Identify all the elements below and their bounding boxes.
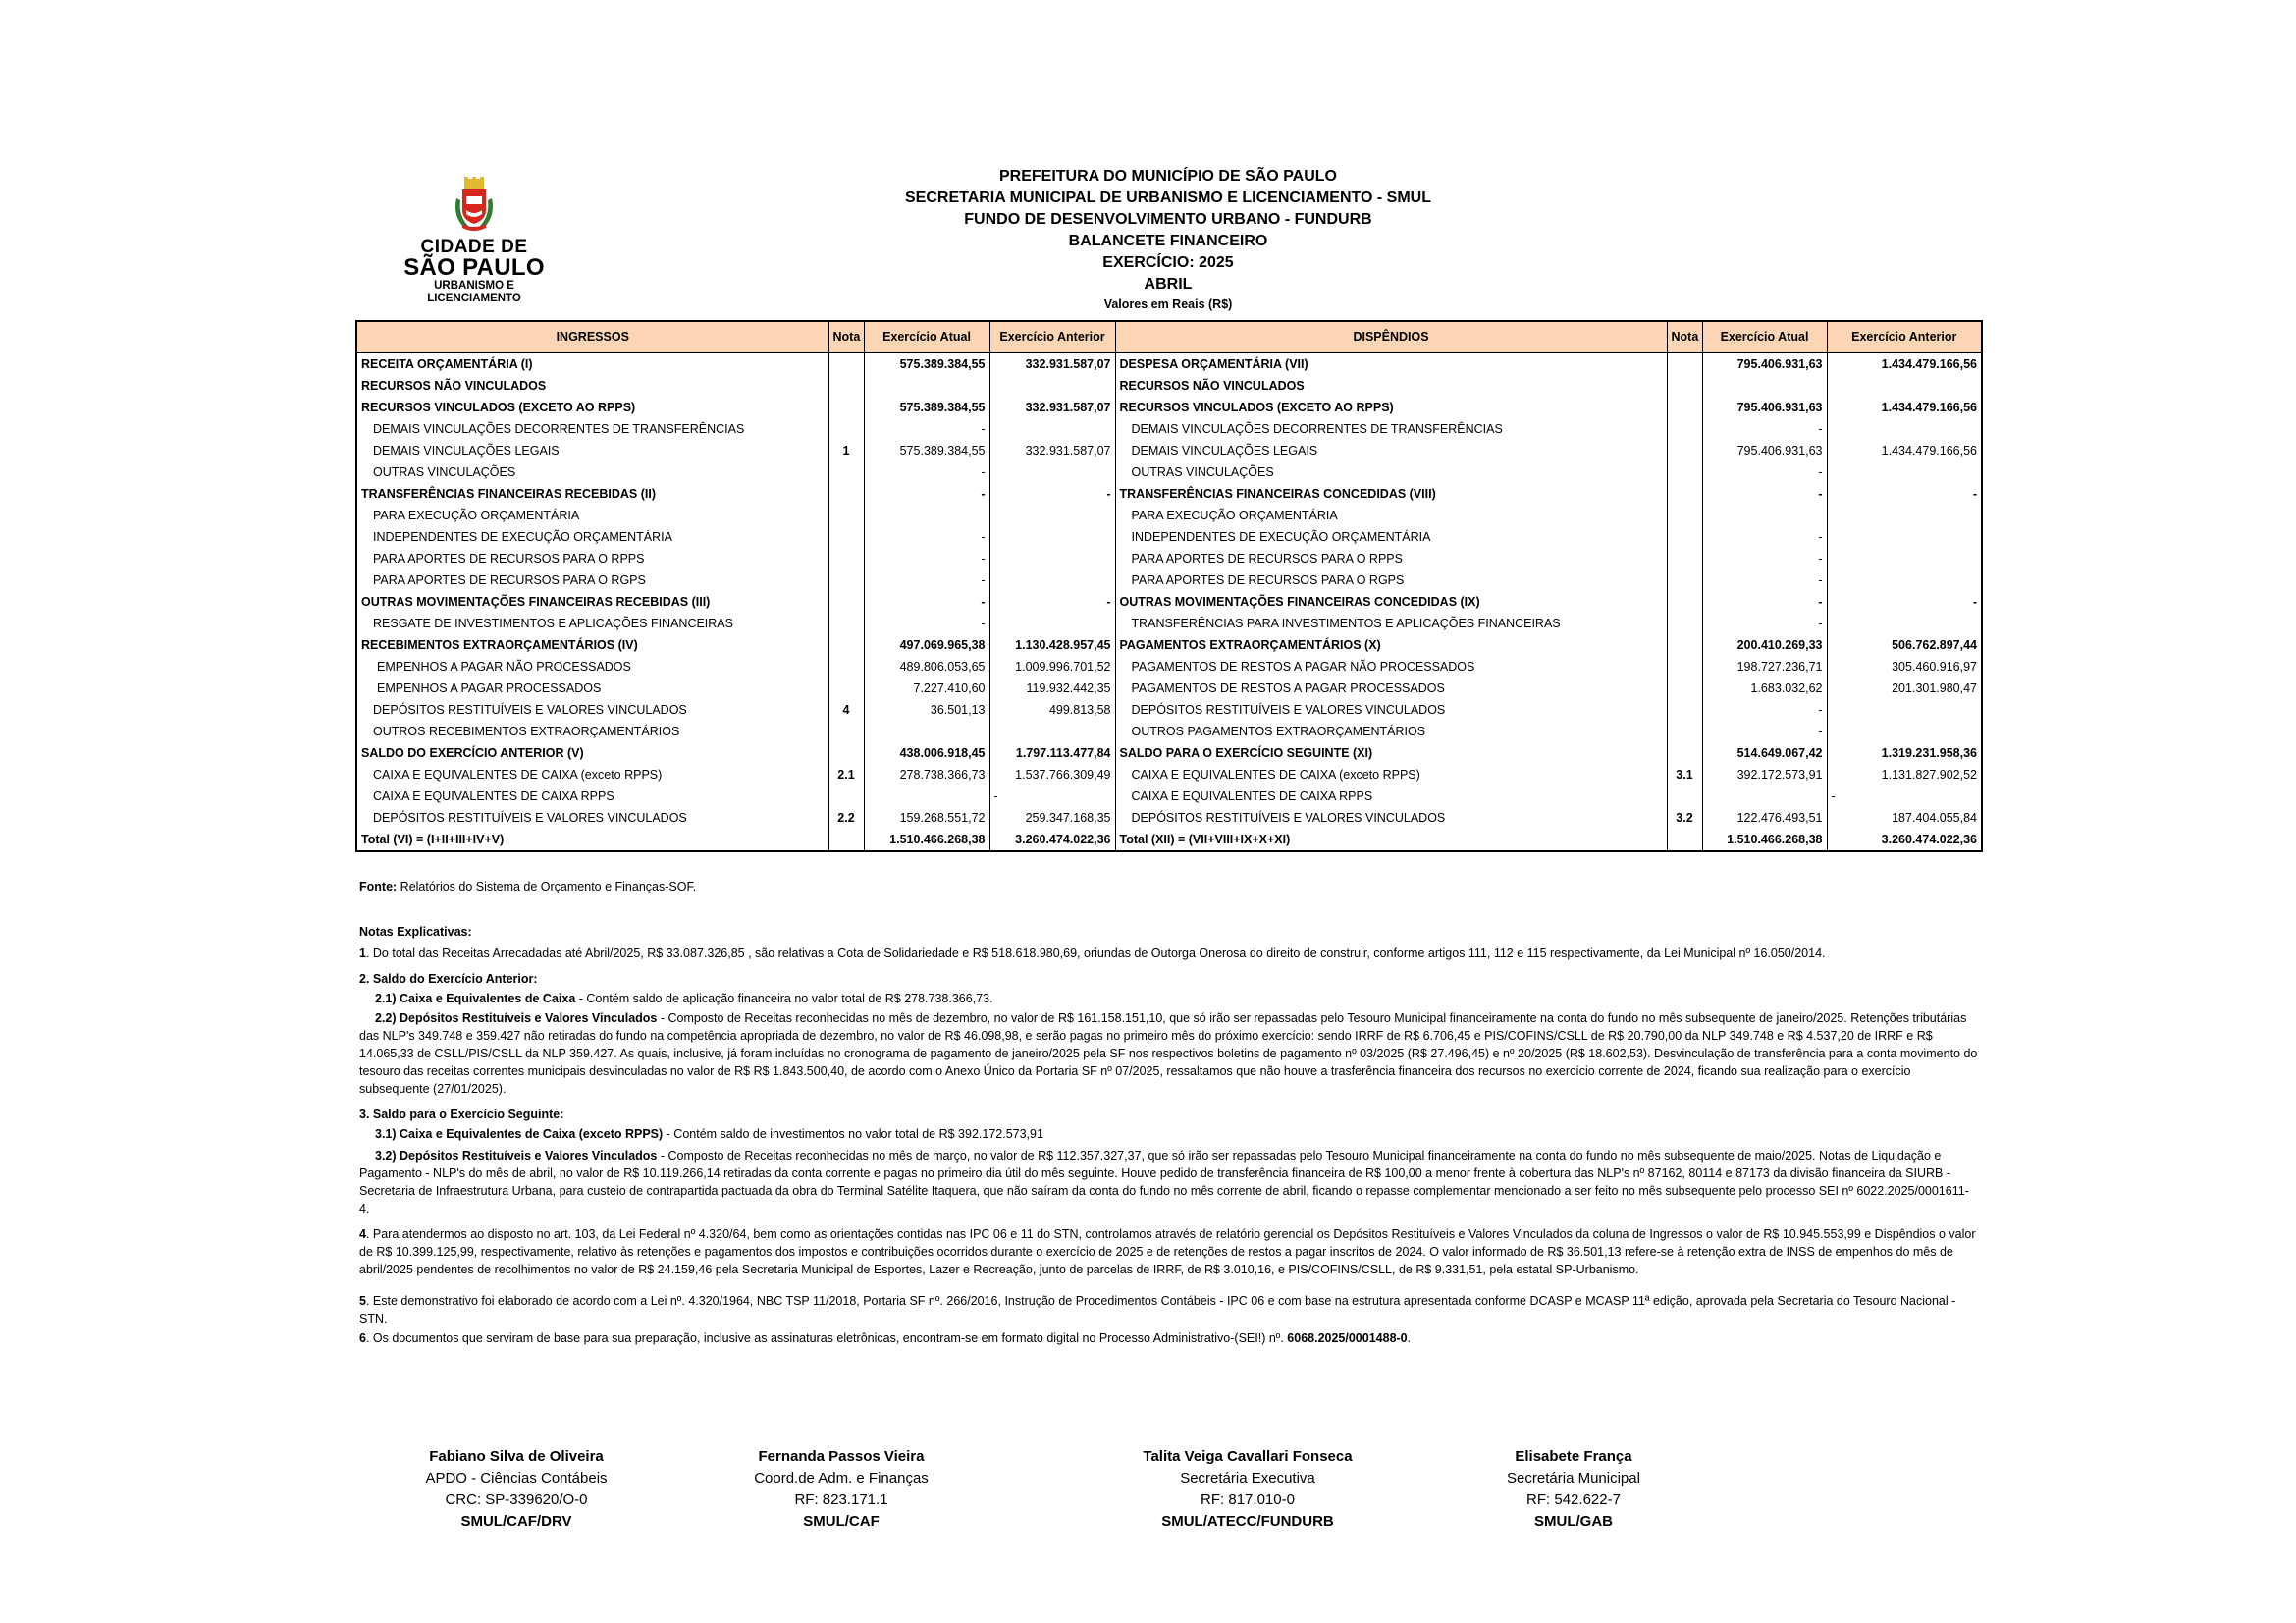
ingresso-exercicio-anterior <box>989 548 1115 569</box>
col-header-anterior-right: Exercício Anterior <box>1827 321 1982 352</box>
signer-role: Coord.de Adm. e Finanças <box>754 1470 929 1487</box>
note-5 <box>359 1292 1979 1327</box>
ingresso-exercicio-anterior: 119.932.442,35 <box>989 677 1115 699</box>
ingresso-label: Total (VI) = (I+II+III+IV+V) <box>356 829 828 851</box>
note-2-1-label: 2.1) Caixa e Equivalentes de Caixa <box>375 992 576 1005</box>
logo-line-2: SÃO PAULO <box>403 254 545 281</box>
dispendio-exercicio-atual: 514.649.067,42 <box>1702 742 1827 764</box>
dispendio-label: RECURSOS VINCULADOS (EXCETO AO RPPS) <box>1115 397 1667 418</box>
dispendio-label: CAIXA E EQUIVALENTES DE CAIXA (exceto RPPS) <box>1115 764 1667 785</box>
signature-block <box>349 1446 683 1533</box>
dispendio-exercicio-anterior: 201.301.980,47 <box>1827 677 1982 699</box>
ingresso-nota <box>828 613 864 634</box>
dispendio-exercicio-anterior: 1.434.479.166,56 <box>1827 440 1982 461</box>
ingresso-label: CAIXA E EQUIVALENTES DE CAIXA RPPS <box>356 785 828 807</box>
table-row <box>356 591 1982 613</box>
ingresso-nota <box>828 569 864 591</box>
dispendio-nota <box>1667 375 1702 397</box>
ingresso-exercicio-anterior: 1.130.428.957,45 <box>989 634 1115 656</box>
signer-unit: SMUL/ATECC/FUNDURB <box>1161 1513 1334 1530</box>
ingresso-label: RECEITA ORÇAMENTÁRIA (I) <box>356 352 828 375</box>
dispendio-exercicio-atual: 1.510.466.268,38 <box>1702 829 1827 851</box>
ingresso-exercicio-atual: - <box>864 613 989 634</box>
note-6 <box>359 1329 1979 1347</box>
dispendio-exercicio-atual: 200.410.269,33 <box>1702 634 1827 656</box>
dispendio-label: OUTRAS VINCULAÇÕES <box>1115 461 1667 483</box>
signer-name: Elisabete França <box>1515 1448 1632 1465</box>
ingresso-nota: 2.1 <box>828 764 864 785</box>
ingresso-nota <box>828 397 864 418</box>
ingresso-exercicio-atual <box>864 375 989 397</box>
note-2-2-text: - Composto de Receitas reconhecidas no mês de dezembro, no valor de R$ 161.158.151,10, que só irão ser repassadas pelo Tesouro Municipal financeiramente na conta do fundo no mês subsequente de janeiro/2025. Retenções tributárias das NLP's 349.748 e 359.427 não retiradas do fundo na competência apropriada de dezembro, no valor de R$ 46.098,98, e serão pagas no primeiro mês do próximo exercício: sendo IRRF de R$ 6.706,45 e PIS/COFINS/CSLL de R$ 20.790,00 da NLP 349.748 e R$ 4.537,20 de IRRF e R$ 14.065,33 de CSLL/PIS/CSLL da NLP 359.427. As quais, inclusive, já foram incluídas no cronograma de pagamento de janeiro/2025 pela SF nos respectivos boletins de pagamento nº 03/2025 (R$ 27.496,45) e nº 20/2025 (R$ 18.602,53). Desvinculação de transferência para a conta movimento do tesouro das receitas correntes municipais desvinculadas no valor de R$ R$ 1.843.500,40, de acordo com o Anexo Único da Portaria SF nº 07/2025, ressaltamos que não houve a trasferência financeira dos recursos no exercício corrente de 2024, ficando sua realização para o exercício subsequente (27/01/2025). <box>359 1011 1978 1096</box>
dispendio-exercicio-anterior <box>1827 548 1982 569</box>
dispendio-label: RECURSOS NÃO VINCULADOS <box>1115 375 1667 397</box>
table-row <box>356 613 1982 634</box>
dispendio-nota <box>1667 397 1702 418</box>
ingresso-exercicio-atual: - <box>864 569 989 591</box>
ingresso-nota <box>828 591 864 613</box>
table-row <box>356 634 1982 656</box>
col-header-atual-left: Exercício Atual <box>864 321 989 352</box>
dispendio-nota <box>1667 656 1702 677</box>
table-row <box>356 352 1982 375</box>
ingresso-label: SALDO DO EXERCÍCIO ANTERIOR (V) <box>356 742 828 764</box>
dispendio-label: DESPESA ORÇAMENTÁRIA (VII) <box>1115 352 1667 375</box>
dispendio-exercicio-anterior: 1.319.231.958,36 <box>1827 742 1982 764</box>
note-1 <box>359 945 1979 962</box>
ingresso-label: DEMAIS VINCULAÇÕES DECORRENTES DE TRANSFERÊNCIAS <box>356 418 828 440</box>
ingresso-exercicio-atual: 575.389.384,55 <box>864 397 989 418</box>
ingresso-nota <box>828 742 864 764</box>
dispendio-exercicio-anterior <box>1827 699 1982 721</box>
ingresso-exercicio-atual: 36.501,13 <box>864 699 989 721</box>
header-unit: Valores em Reais (R$) <box>1103 298 1233 311</box>
dispendio-exercicio-anterior: 1.434.479.166,56 <box>1827 397 1982 418</box>
dispendio-exercicio-anterior: 187.404.055,84 <box>1827 807 1982 829</box>
table-header-row <box>356 321 1982 352</box>
dispendio-nota <box>1667 829 1702 851</box>
ingresso-exercicio-atual: 438.006.918,45 <box>864 742 989 764</box>
ingresso-label: DEPÓSITOS RESTITUÍVEIS E VALORES VINCULADOS <box>356 699 828 721</box>
dispendio-nota <box>1667 483 1702 505</box>
note-2-1 <box>359 990 1979 1007</box>
dispendio-exercicio-atual: - <box>1702 483 1827 505</box>
ingresso-exercicio-anterior <box>989 526 1115 548</box>
dispendio-exercicio-atual: - <box>1702 613 1827 634</box>
ingresso-exercicio-atual <box>864 505 989 526</box>
dispendio-label: PAGAMENTOS DE RESTOS A PAGAR PROCESSADOS <box>1115 677 1667 699</box>
ingresso-exercicio-atual: - <box>864 418 989 440</box>
dispendio-label: TRANSFERÊNCIAS PARA INVESTIMENTOS E APLICAÇÕES FINANCEIRAS <box>1115 613 1667 634</box>
explanatory-notes <box>359 923 1979 1355</box>
col-header-nota-right: Nota <box>1667 321 1702 352</box>
header-fundo: FUNDO DE DESENVOLVIMENTO URBANO - FUNDURB <box>964 211 1372 228</box>
source-note <box>359 880 696 893</box>
ingresso-exercicio-anterior: 332.931.587,07 <box>989 440 1115 461</box>
ingresso-nota <box>828 677 864 699</box>
dispendio-nota <box>1667 418 1702 440</box>
ingresso-nota <box>828 785 864 807</box>
header-report-title: BALANCETE FINANCEIRO <box>1068 233 1268 249</box>
dispendio-exercicio-atual: - <box>1702 591 1827 613</box>
dispendio-exercicio-anterior: 1.131.827.902,52 <box>1827 764 1982 785</box>
ingresso-exercicio-anterior <box>989 721 1115 742</box>
dispendio-nota <box>1667 699 1702 721</box>
ingresso-label: TRANSFERÊNCIAS FINANCEIRAS RECEBIDAS (II) <box>356 483 828 505</box>
dispendio-label: PARA APORTES DE RECURSOS PARA O RPPS <box>1115 548 1667 569</box>
ingresso-label: PARA APORTES DE RECURSOS PARA O RGPS <box>356 569 828 591</box>
note-3-1-text: - Contém saldo de investimentos no valor total de R$ 392.172.573,91 <box>663 1127 1043 1141</box>
source-label: Fonte: <box>359 880 398 893</box>
dispendio-exercicio-anterior <box>1827 613 1982 634</box>
dispendio-exercicio-atual: 795.406.931,63 <box>1702 440 1827 461</box>
dispendio-nota <box>1667 721 1702 742</box>
dispendio-nota <box>1667 613 1702 634</box>
ingresso-nota <box>828 352 864 375</box>
dispendio-exercicio-atual: 392.172.573,91 <box>1702 764 1827 785</box>
ingresso-exercicio-anterior <box>989 613 1115 634</box>
ingresso-exercicio-anterior: 259.347.168,35 <box>989 807 1115 829</box>
dispendio-nota <box>1667 634 1702 656</box>
document-header <box>766 166 1571 313</box>
note-4 <box>359 1225 1979 1278</box>
source-text: Relatórios do Sistema de Orçamento e Finanças-SOF. <box>397 880 697 893</box>
table-row <box>356 375 1982 397</box>
signature-block <box>674 1446 1008 1533</box>
header-prefeitura: PREFEITURA DO MUNICÍPIO DE SÃO PAULO <box>998 168 1337 185</box>
note-5-text: . Este demonstrativo foi elaborado de acordo com a Lei nº. 4.320/1964, NBC TSP 11/2018, Portaria SF nº. 266/2016, Instrução de Procedimentos Contábeis - IPC 06 e com base na estrutura apresentada conforme DCASP e MCASP 11ª edição, aprovada pela Secretaria do Tesouro Nacional - STN. <box>359 1294 1956 1325</box>
ingresso-exercicio-anterior: - <box>989 483 1115 505</box>
col-header-anterior-left: Exercício Anterior <box>989 321 1115 352</box>
ingresso-label: EMPENHOS A PAGAR PROCESSADOS <box>356 677 828 699</box>
table-row <box>356 829 1982 851</box>
ingresso-label: PARA APORTES DE RECURSOS PARA O RPPS <box>356 548 828 569</box>
ingresso-nota <box>828 829 864 851</box>
ingresso-nota <box>828 526 864 548</box>
table-row <box>356 656 1982 677</box>
ingresso-nota <box>828 656 864 677</box>
dispendio-exercicio-atual: - <box>1702 461 1827 483</box>
dispendio-label: Total (XII) = (VII+VIII+IX+X+XI) <box>1115 829 1667 851</box>
header-exercicio: EXERCÍCIO: 2025 <box>1102 254 1234 271</box>
table-row <box>356 461 1982 483</box>
dispendio-label: PARA APORTES DE RECURSOS PARA O RGPS <box>1115 569 1667 591</box>
header-secretaria: SECRETARIA MUNICIPAL DE URBANISMO E LICENCIAMENTO - SMUL <box>904 189 1431 206</box>
ingresso-exercicio-atual: 278.738.366,73 <box>864 764 989 785</box>
logo-line-3: URBANISMO E <box>434 280 514 292</box>
ingresso-nota <box>828 375 864 397</box>
signer-id: CRC: SP-339620/O-0 <box>445 1491 588 1508</box>
dispendio-exercicio-atual: - <box>1702 548 1827 569</box>
note-3-2-label: 3.2) Depósitos Restituíveis e Valores Vinculados <box>375 1149 658 1163</box>
signer-role: APDO - Ciências Contábeis <box>425 1470 608 1487</box>
dispendio-nota <box>1667 548 1702 569</box>
table-row <box>356 677 1982 699</box>
table-row <box>356 440 1982 461</box>
dispendio-label: DEPÓSITOS RESTITUÍVEIS E VALORES VINCULADOS <box>1115 699 1667 721</box>
ingresso-nota <box>828 634 864 656</box>
dispendio-label: PAGAMENTOS EXTRAORÇAMENTÁRIOS (X) <box>1115 634 1667 656</box>
dispendio-label: OUTROS PAGAMENTOS EXTRAORÇAMENTÁRIOS <box>1115 721 1667 742</box>
dispendio-nota <box>1667 742 1702 764</box>
dispendio-label: DEMAIS VINCULAÇÕES DECORRENTES DE TRANSFERÊNCIAS <box>1115 418 1667 440</box>
dispendio-exercicio-atual: 122.476.493,51 <box>1702 807 1827 829</box>
ingresso-label: PARA EXECUÇÃO ORÇAMENTÁRIA <box>356 505 828 526</box>
signer-id: RF: 542.622-7 <box>1526 1491 1621 1508</box>
dispendio-exercicio-anterior: - <box>1827 591 1982 613</box>
dispendio-exercicio-anterior: 1.434.479.166,56 <box>1827 352 1982 375</box>
ingresso-label: RECURSOS VINCULADOS (EXCETO AO RPPS) <box>356 397 828 418</box>
signer-role: Secretária Executiva <box>1180 1470 1315 1487</box>
dispendio-label: INDEPENDENTES DE EXECUÇÃO ORÇAMENTÁRIA <box>1115 526 1667 548</box>
ingresso-exercicio-atual: 7.227.410,60 <box>864 677 989 699</box>
ingresso-nota <box>828 418 864 440</box>
note-1-text: . Do total das Receitas Arrecadadas até Abril/2025, R$ 33.087.326,85 , são relativas a Cota de Solidariedade e R$ 518.618.980,69, oriundas de Outorga Onerosa do direito de construir, conforme artigos 111, 112 e 115 respectivamente, da Lei Municipal nº 16.050/2014. <box>365 947 1826 960</box>
dispendio-exercicio-atual: - <box>1702 699 1827 721</box>
col-header-atual-right: Exercício Atual <box>1702 321 1827 352</box>
dispendio-nota <box>1667 677 1702 699</box>
ingresso-label: OUTRAS MOVIMENTAÇÕES FINANCEIRAS RECEBIDAS (III) <box>356 591 828 613</box>
signer-id: RF: 817.010-0 <box>1201 1491 1295 1508</box>
ingresso-label: RECURSOS NÃO VINCULADOS <box>356 375 828 397</box>
ingresso-exercicio-atual: 1.510.466.268,38 <box>864 829 989 851</box>
dispendio-exercicio-anterior <box>1827 569 1982 591</box>
dispendio-label: DEMAIS VINCULAÇÕES LEGAIS <box>1115 440 1667 461</box>
ingresso-exercicio-anterior: - <box>989 785 1115 807</box>
dispendio-exercicio-atual <box>1702 785 1827 807</box>
table-row <box>356 569 1982 591</box>
col-header-nota-left: Nota <box>828 321 864 352</box>
dispendio-label: PAGAMENTOS DE RESTOS A PAGAR NÃO PROCESSADOS <box>1115 656 1667 677</box>
city-logo <box>400 177 548 305</box>
ingresso-exercicio-atual: 575.389.384,55 <box>864 352 989 375</box>
ingresso-exercicio-atual <box>864 721 989 742</box>
ingresso-nota: 2.2 <box>828 807 864 829</box>
note-3-title <box>359 1106 1979 1123</box>
dispendio-exercicio-anterior <box>1827 461 1982 483</box>
dispendio-label: PARA EXECUÇÃO ORÇAMENTÁRIA <box>1115 505 1667 526</box>
dispendio-nota: 3.1 <box>1667 764 1702 785</box>
ingresso-exercicio-atual: - <box>864 461 989 483</box>
note-3-1 <box>359 1125 1979 1143</box>
dispendio-nota <box>1667 569 1702 591</box>
table-row <box>356 505 1982 526</box>
note-6-number: 6 <box>359 1331 366 1345</box>
signer-name: Fabiano Silva de Oliveira <box>429 1448 604 1465</box>
ingresso-label: EMPENHOS A PAGAR NÃO PROCESSADOS <box>356 656 828 677</box>
ingresso-exercicio-anterior <box>989 569 1115 591</box>
dispendio-exercicio-anterior: 3.260.474.022,36 <box>1827 829 1982 851</box>
note-4-number: 4 <box>359 1227 366 1241</box>
ingresso-exercicio-atual: - <box>864 526 989 548</box>
dispendio-label: TRANSFERÊNCIAS FINANCEIRAS CONCEDIDAS (VIII) <box>1115 483 1667 505</box>
note-6-process-number: 6068.2025/0001488-0 <box>1287 1331 1408 1345</box>
ingresso-exercicio-atual: 489.806.053,65 <box>864 656 989 677</box>
col-header-dispendios: DISPÊNDIOS <box>1115 321 1667 352</box>
ingresso-exercicio-atual <box>864 785 989 807</box>
dispendio-nota <box>1667 591 1702 613</box>
ingresso-label: RESGATE DE INVESTIMENTOS E APLICAÇÕES FINANCEIRAS <box>356 613 828 634</box>
signature-block <box>1407 1446 1740 1533</box>
ingresso-exercicio-anterior: - <box>989 591 1115 613</box>
ingresso-exercicio-atual: 497.069.965,38 <box>864 634 989 656</box>
col-header-ingressos: INGRESSOS <box>356 321 828 352</box>
ingresso-exercicio-atual: - <box>864 591 989 613</box>
signer-name: Fernanda Passos Vieira <box>758 1448 925 1465</box>
ingresso-exercicio-anterior <box>989 418 1115 440</box>
ingresso-exercicio-anterior: 1.797.113.477,84 <box>989 742 1115 764</box>
table-row <box>356 742 1982 764</box>
signature-block <box>1081 1446 1415 1533</box>
dispendio-exercicio-atual: 1.683.032,62 <box>1702 677 1827 699</box>
ingresso-nota <box>828 461 864 483</box>
signer-role: Secretária Municipal <box>1507 1470 1640 1487</box>
signer-id: RF: 823.171.1 <box>794 1491 888 1508</box>
ingresso-label: INDEPENDENTES DE EXECUÇÃO ORÇAMENTÁRIA <box>356 526 828 548</box>
signer-name: Talita Veiga Cavallari Fonseca <box>1143 1448 1353 1465</box>
dispendio-exercicio-atual <box>1702 375 1827 397</box>
table-row <box>356 483 1982 505</box>
ingresso-exercicio-anterior <box>989 461 1115 483</box>
ingresso-label: DEMAIS VINCULAÇÕES LEGAIS <box>356 440 828 461</box>
ingresso-exercicio-atual: - <box>864 483 989 505</box>
ingresso-nota: 4 <box>828 699 864 721</box>
dispendio-exercicio-anterior: 305.460.916,97 <box>1827 656 1982 677</box>
ingresso-exercicio-anterior: 332.931.587,07 <box>989 352 1115 375</box>
dispendio-nota <box>1667 440 1702 461</box>
ingresso-exercicio-anterior <box>989 505 1115 526</box>
table-row <box>356 807 1982 829</box>
city-crest-icon <box>453 177 496 234</box>
ingresso-nota <box>828 505 864 526</box>
dispendio-exercicio-anterior <box>1827 526 1982 548</box>
dispendio-label: DEPÓSITOS RESTITUÍVEIS E VALORES VINCULADOS <box>1115 807 1667 829</box>
signer-unit: SMUL/GAB <box>1534 1513 1613 1530</box>
ingresso-exercicio-atual: 575.389.384,55 <box>864 440 989 461</box>
dispendio-nota <box>1667 505 1702 526</box>
ingresso-exercicio-atual: - <box>864 548 989 569</box>
note-6-text: . Os documentos que serviram de base para sua preparação, inclusive as assinaturas eletrônicas, encontram-se em formato digital no Processo Administrativo-(SEI!) nº. <box>365 1331 1288 1345</box>
ingresso-exercicio-anterior <box>989 375 1115 397</box>
note-2-title <box>359 970 1979 988</box>
header-month: ABRIL <box>1144 276 1193 293</box>
note-3-heading: 3. Saldo para o Exercício Seguinte: <box>359 1108 564 1121</box>
dispendio-exercicio-anterior <box>1827 505 1982 526</box>
table-row <box>356 548 1982 569</box>
note-3-1-label: 3.1) Caixa e Equivalentes de Caixa (exceto RPPS) <box>375 1127 664 1141</box>
table-row <box>356 785 1982 807</box>
ingresso-exercicio-anterior: 1.009.996.701,52 <box>989 656 1115 677</box>
table-row <box>356 526 1982 548</box>
ingresso-nota <box>828 548 864 569</box>
dispendio-label: SALDO PARA O EXERCÍCIO SEGUINTE (XI) <box>1115 742 1667 764</box>
note-3-2 <box>359 1147 1979 1217</box>
dispendio-exercicio-atual: - <box>1702 526 1827 548</box>
dispendio-exercicio-atual: - <box>1702 418 1827 440</box>
signer-unit: SMUL/CAF <box>803 1513 880 1530</box>
dispendio-nota <box>1667 352 1702 375</box>
dispendio-exercicio-anterior <box>1827 375 1982 397</box>
note-3-2-text: - Composto de Receitas reconhecidas no mês de março, no valor de R$ 112.357.327,37, que só irão ser repassadas pelo Tesouro Municipal financeiramente na conta do fundo no mês subsequente de maio/2025. Notas de Liquidação e Pagamento - NLP's do mês de abril, no valor de R$ 10.119.266,14 retiradas da conta corrente e pagas no primeiro dia útil do mês seguinte. Houve pedido de transferência financeira de R$ 100,00 a menor frente à cobertura das NLP's nº 87162, 80114 e 87173 da divisão financeira da SIURB - Secretaria de Infraestrutura Urbana, para custeio de contrapartida pactuada da obra do Terminal Satélite Itaquera, que não saíram da conta do fundo no mês corrente de abril, ficando o repasse complementar mencionado a ser feito no mês subsequente pelo processo SEI nº 6022.2025/0001611-4. <box>359 1149 1969 1216</box>
dispendio-nota: 3.2 <box>1667 807 1702 829</box>
note-6-end: . <box>1407 1331 1412 1345</box>
dispendio-exercicio-anterior: - <box>1827 785 1982 807</box>
note-5-number: 5 <box>359 1294 366 1308</box>
note-2-2 <box>359 1009 1979 1098</box>
table-row <box>356 397 1982 418</box>
dispendio-label: CAIXA E EQUIVALENTES DE CAIXA RPPS <box>1115 785 1667 807</box>
ingresso-nota: 1 <box>828 440 864 461</box>
ingresso-label: OUTRAS VINCULAÇÕES <box>356 461 828 483</box>
dispendio-nota <box>1667 785 1702 807</box>
ingresso-exercicio-anterior: 499.813,58 <box>989 699 1115 721</box>
dispendio-exercicio-anterior: - <box>1827 483 1982 505</box>
ingresso-exercicio-atual: 159.268.551,72 <box>864 807 989 829</box>
ingresso-nota <box>828 483 864 505</box>
dispendio-exercicio-anterior: 506.762.897,44 <box>1827 634 1982 656</box>
dispendio-exercicio-anterior <box>1827 418 1982 440</box>
ingresso-exercicio-anterior: 1.537.766.309,49 <box>989 764 1115 785</box>
signer-unit: SMUL/CAF/DRV <box>460 1513 572 1530</box>
dispendio-exercicio-atual: 795.406.931,63 <box>1702 352 1827 375</box>
table-row <box>356 418 1982 440</box>
dispendio-exercicio-atual: 795.406.931,63 <box>1702 397 1827 418</box>
note-2-1-text: - Contém saldo de aplicação financeira no valor total de R$ 278.738.366,73. <box>575 992 993 1005</box>
dispendio-exercicio-atual: - <box>1702 721 1827 742</box>
ingresso-exercicio-anterior: 3.260.474.022,36 <box>989 829 1115 851</box>
dispendio-nota <box>1667 526 1702 548</box>
note-4-text: . Para atendermos ao disposto no art. 103, da Lei Federal nº 4.320/64, bem como as orientações contidas nas IPC 06 e 11 do STN, controlamos através de relatório gerencial os Depósitos Restituíveis e Valores Vinculados da coluna de Ingressos o valor de R$ 10.945.553,99 e Dispêndios o valor de R$ 10.399.125,99, respectivamente, relativo às retenções e pagamentos dos impostos e contribuições ocorridos durante o exercício de 2025 e de retenções de restos a pagar inscritos de 2024. O valor informado de R$ 36.501,13 refere-se à retenção extra de INSS de empenhos do mês de abril/2025 pendentes de recolhimentos no valor de R$ 24.159,46 pela Secretaria Municipal de Esportes, Lazer e Recreação, junto de parcelas de IRRF, de R$ 3.010,16, e PIS/COFINS/CSLL, de R$ 9.331,51, pela estatal SP-Urbanismo. <box>359 1227 1976 1276</box>
dispendio-exercicio-atual: 198.727.236,71 <box>1702 656 1827 677</box>
logo-line-4: LICENCIAMENTO <box>427 293 521 304</box>
ingresso-nota <box>828 721 864 742</box>
ingresso-label: DEPÓSITOS RESTITUÍVEIS E VALORES VINCULADOS <box>356 807 828 829</box>
dispendio-nota <box>1667 461 1702 483</box>
notes-title: Notas Explicativas: <box>359 925 472 939</box>
table-row <box>356 699 1982 721</box>
dispendio-exercicio-anterior <box>1827 721 1982 742</box>
note-2-heading: 2. Saldo do Exercício Anterior: <box>359 972 538 986</box>
balancete-table <box>355 320 1983 852</box>
logo-line-1: CIDADE DE <box>420 237 528 257</box>
dispendio-exercicio-atual: - <box>1702 569 1827 591</box>
table-row <box>356 764 1982 785</box>
ingresso-label: OUTROS RECEBIMENTOS EXTRAORÇAMENTÁRIOS <box>356 721 828 742</box>
ingresso-exercicio-anterior: 332.931.587,07 <box>989 397 1115 418</box>
table-row <box>356 721 1982 742</box>
note-1-number: 1 <box>359 947 366 960</box>
note-2-2-label: 2.2) Depósitos Restituíveis e Valores Vinculados <box>375 1011 658 1025</box>
ingresso-label: CAIXA E EQUIVALENTES DE CAIXA (exceto RPPS) <box>356 764 828 785</box>
ingresso-label: RECEBIMENTOS EXTRAORÇAMENTÁRIOS (IV) <box>356 634 828 656</box>
dispendio-label: OUTRAS MOVIMENTAÇÕES FINANCEIRAS CONCEDIDAS (IX) <box>1115 591 1667 613</box>
dispendio-exercicio-atual <box>1702 505 1827 526</box>
